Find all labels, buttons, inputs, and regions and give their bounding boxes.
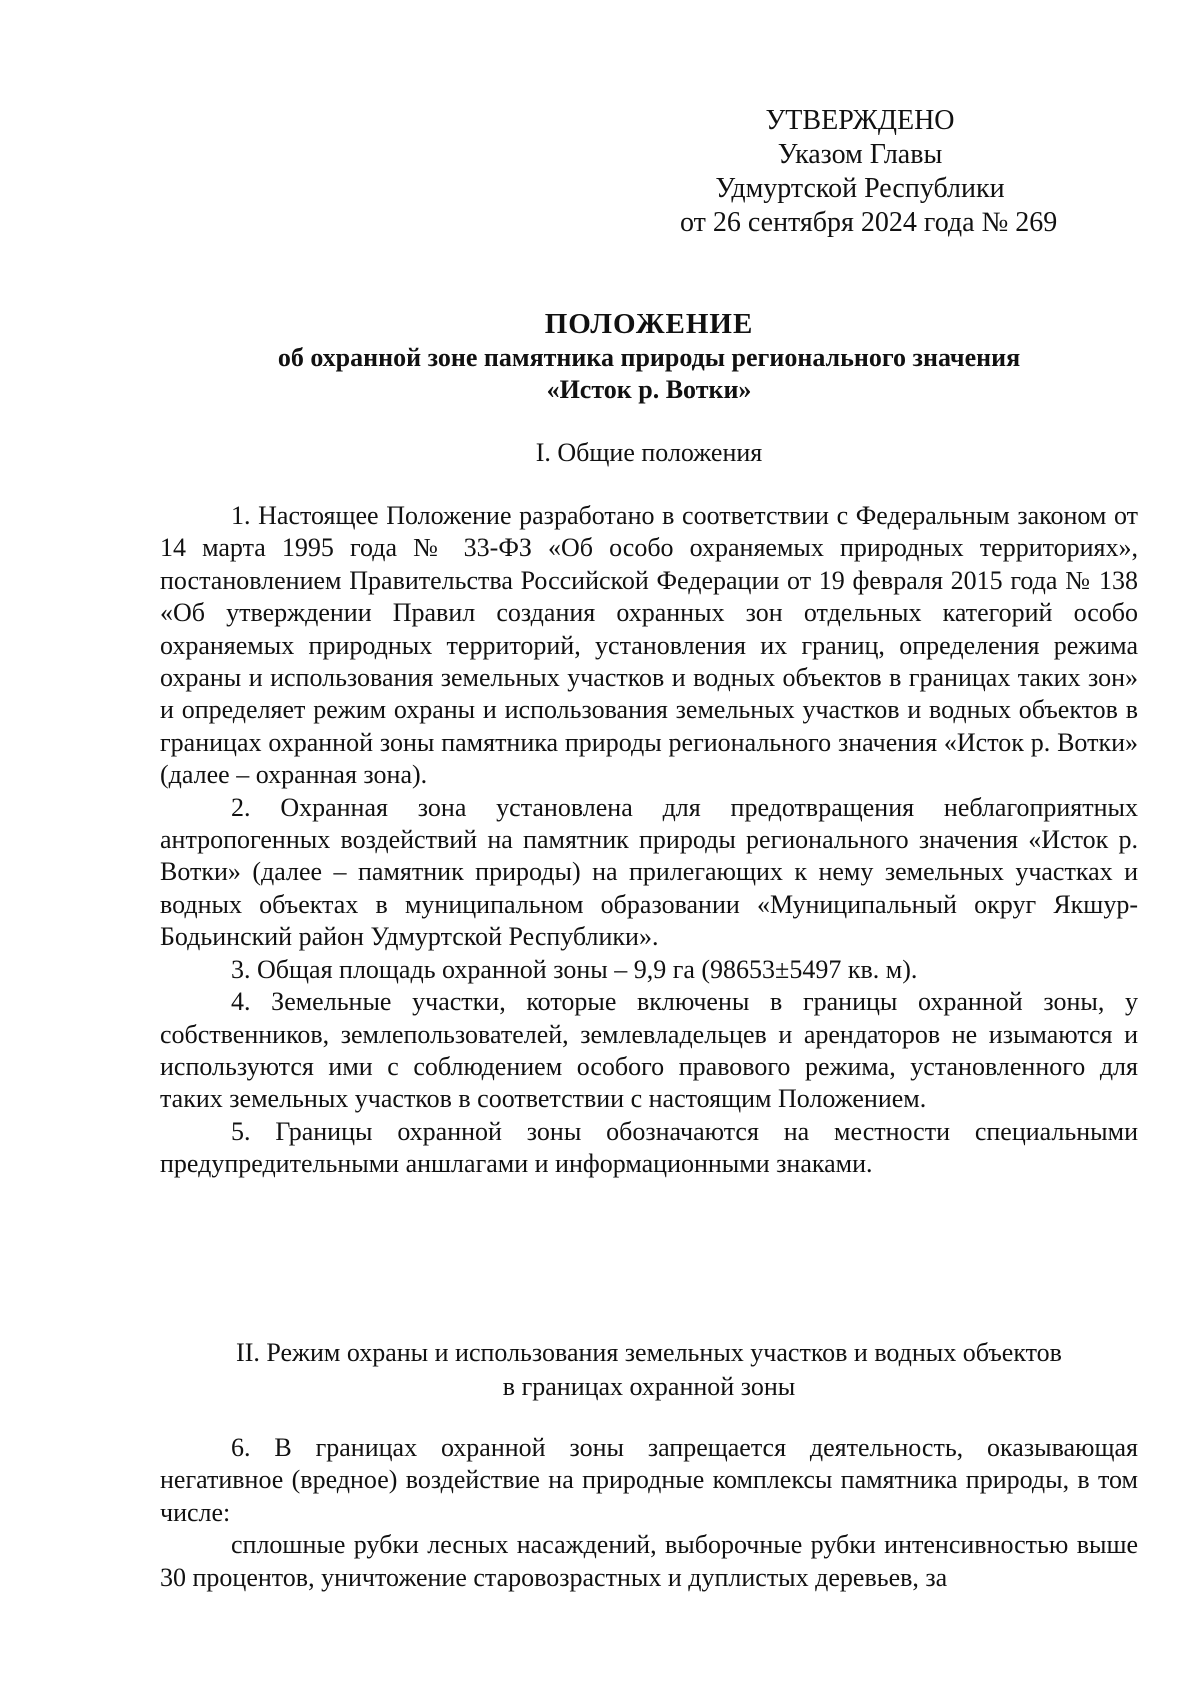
approval-heading: УТВЕРЖДЕНО xyxy=(765,105,955,136)
paragraph-3: 3. Общая площадь охранной зоны – 9,9 га (98653±5497 кв. м). xyxy=(231,954,918,984)
section-2-heading-line-2: в границах охранной зоны xyxy=(502,1372,796,1401)
section-2-heading-line-1: II. Режим охраны и использования земельных участков и водных объектов xyxy=(236,1338,1062,1367)
section-1-heading: I. Общие положения xyxy=(535,438,763,467)
paragraph-6: 6. В границах охранной зоны запрещается деятельность, оказывающая негативное (вредное) воздействие на природные комплексы памятника природы, в том числе: xyxy=(160,1433,1138,1527)
document-title-block xyxy=(160,306,1138,406)
section-2-heading xyxy=(160,1336,1138,1404)
document-subtitle-object: «Исток р. Вотки» xyxy=(546,375,752,404)
section-1-body xyxy=(160,500,1138,1181)
document-subtitle: об охранной зоне памятника природы регионального значения xyxy=(277,343,1021,372)
section-2-body xyxy=(160,1432,1138,1594)
approval-decree-line: Указом Главы xyxy=(777,139,943,170)
approval-republic-line: Удмуртской Республики xyxy=(715,173,1005,204)
paragraph-1: 1. Настоящее Положение разработано в соответствии с Федеральным законом от 14 марта 1995 года № 33-ФЗ «Об особо охраняемых природных территориях», постановлением Правительства Российской Федерации от 19 февраля 2015 года № 138 «Об утверждении Правил создания охранных зон отдельных категорий особо охраняемых природных территорий, установления их границ, определения режима охраны и использования земельных участков и водных объектов в границах таких зон» и определяет режим охраны и использования земельных участков и водных объектов в границах охранной зоны памятника природы регионального значения «Исток р. Вотки» (далее – охранная зона). xyxy=(160,501,1138,790)
document-title: ПОЛОЖЕНИЕ xyxy=(544,308,754,340)
paragraph-6-item-1: сплошные рубки лесных насаждений, выборочные рубки интенсивностью выше 30 процентов, уничтожение старовозрастных и дуплистых деревьев, за xyxy=(160,1530,1138,1592)
paragraph-2: 2. Охранная зона установлена для предотвращения неблагоприятных антропогенных воздействий на памятник природы регионального значения «Исток р. Вотки» (далее – памятник природы) на прилегающих к нему земельных участках и водных объектах в муниципальном образовании «Муниципальный округ Якшур-Бодьинский район Удмуртской Республики». xyxy=(160,792,1138,952)
approval-stamp-block xyxy=(680,104,1058,240)
paragraph-4: 4. Земельные участки, которые включены в границы охранной зоны, у собственников, землепользователей, землевладельцев и арендаторов не изымаются и используются ими с соблюдением особого правового режима, установленного для таких земельных участков в соответствии с настоящим Положением. xyxy=(160,987,1138,1114)
paragraph-5: 5. Границы охранной зоны обозначаются на местности специальными предупредительными аншлагами и информационными знаками. xyxy=(160,1116,1138,1179)
approval-date-number: от 26 сентября 2024 года № 269 xyxy=(680,207,1058,238)
